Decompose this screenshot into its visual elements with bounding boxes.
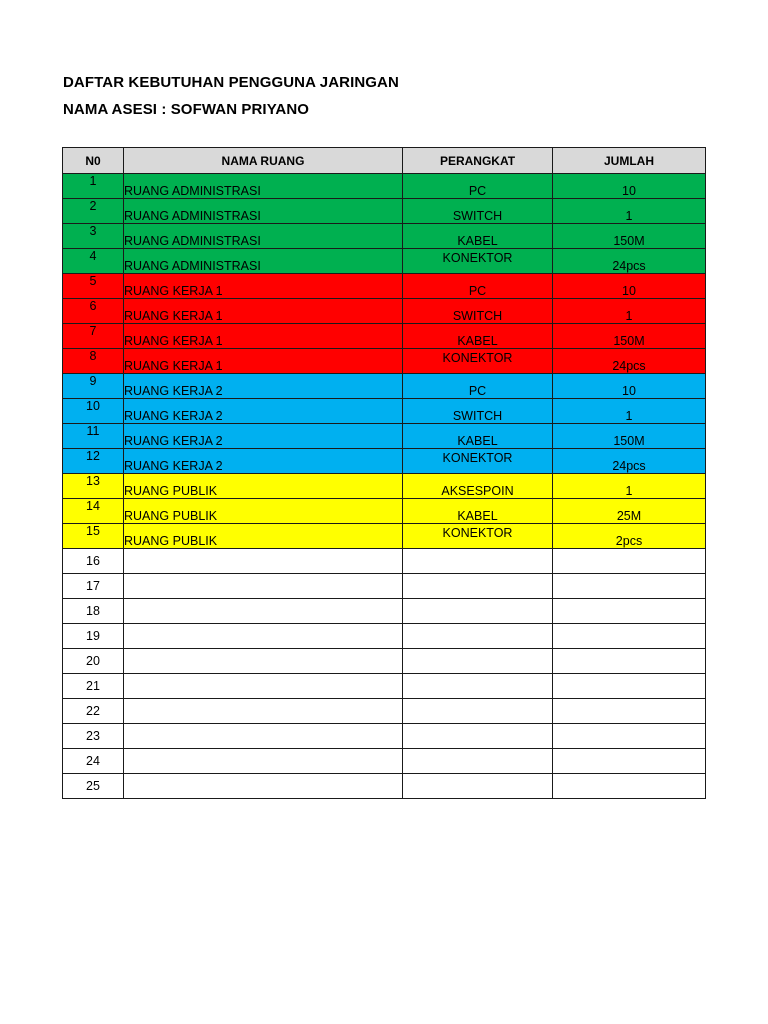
- room-name-cell: RUANG KERJA 2: [124, 449, 403, 474]
- document-title: DAFTAR KEBUTUHAN PENGGUNA JARINGAN: [63, 74, 399, 91]
- quantity-cell: 1: [553, 399, 706, 424]
- device-cell: KABEL: [403, 324, 553, 349]
- table-row: [63, 349, 706, 374]
- table-row: [63, 524, 706, 549]
- quantity-cell: 2pcs: [553, 524, 706, 549]
- quantity-cell: 1: [553, 474, 706, 499]
- room-name-cell: [124, 674, 403, 699]
- device-cell: KONEKTOR: [403, 449, 553, 474]
- table-row: [63, 624, 706, 649]
- quantity-cell: 10: [553, 174, 706, 199]
- device-cell: KONEKTOR: [403, 349, 553, 374]
- device-cell: SWITCH: [403, 199, 553, 224]
- quantity-cell: [553, 599, 706, 624]
- row-number-cell: 3: [63, 224, 124, 249]
- table-row: [63, 449, 706, 474]
- row-number-cell: 4: [63, 249, 124, 274]
- quantity-cell: 1: [553, 199, 706, 224]
- quantity-cell: [553, 674, 706, 699]
- table-row: [63, 549, 706, 574]
- device-cell: KABEL: [403, 224, 553, 249]
- header-no: N0: [63, 148, 124, 174]
- table-row: [63, 699, 706, 724]
- room-name-cell: RUANG ADMINISTRASI: [124, 249, 403, 274]
- device-cell: PC: [403, 374, 553, 399]
- room-name-cell: [124, 549, 403, 574]
- room-name-cell: [124, 624, 403, 649]
- device-cell: [403, 724, 553, 749]
- row-number-cell: 23: [63, 724, 124, 749]
- room-name-cell: [124, 774, 403, 799]
- device-cell: [403, 674, 553, 699]
- room-name-cell: RUANG PUBLIK: [124, 524, 403, 549]
- device-cell: [403, 699, 553, 724]
- device-cell: PC: [403, 174, 553, 199]
- header-room-name: NAMA RUANG: [124, 148, 403, 174]
- row-number-cell: 15: [63, 524, 124, 549]
- device-cell: SWITCH: [403, 399, 553, 424]
- row-number-cell: 13: [63, 474, 124, 499]
- device-cell: KABEL: [403, 499, 553, 524]
- table-row: [63, 199, 706, 224]
- quantity-cell: [553, 549, 706, 574]
- quantity-cell: 150M: [553, 424, 706, 449]
- quantity-cell: 150M: [553, 224, 706, 249]
- quantity-cell: [553, 774, 706, 799]
- table-row: [63, 299, 706, 324]
- device-cell: AKSESPOIN: [403, 474, 553, 499]
- table-row: [63, 274, 706, 299]
- table-row: [63, 724, 706, 749]
- room-name-cell: RUANG KERJA 1: [124, 299, 403, 324]
- table-row: [63, 474, 706, 499]
- table-row: [63, 749, 706, 774]
- row-number-cell: 9: [63, 374, 124, 399]
- device-cell: [403, 599, 553, 624]
- table-body: [63, 174, 706, 799]
- room-name-cell: RUANG KERJA 1: [124, 349, 403, 374]
- room-name-cell: RUANG ADMINISTRASI: [124, 174, 403, 199]
- row-number-cell: 1: [63, 174, 124, 199]
- row-number-cell: 16: [63, 549, 124, 574]
- quantity-cell: 24pcs: [553, 249, 706, 274]
- quantity-cell: [553, 699, 706, 724]
- quantity-cell: 24pcs: [553, 449, 706, 474]
- table-row: [63, 224, 706, 249]
- row-number-cell: 25: [63, 774, 124, 799]
- quantity-cell: 24pcs: [553, 349, 706, 374]
- device-cell: KONEKTOR: [403, 524, 553, 549]
- row-number-cell: 8: [63, 349, 124, 374]
- room-name-cell: RUANG KERJA 1: [124, 274, 403, 299]
- quantity-cell: [553, 624, 706, 649]
- table-row: [63, 674, 706, 699]
- header-device: PERANGKAT: [403, 148, 553, 174]
- table-header-row: [63, 148, 706, 174]
- table-row: [63, 174, 706, 199]
- row-number-cell: 11: [63, 424, 124, 449]
- device-cell: SWITCH: [403, 299, 553, 324]
- room-name-cell: RUANG KERJA 1: [124, 324, 403, 349]
- room-name-cell: RUANG PUBLIK: [124, 499, 403, 524]
- device-cell: [403, 774, 553, 799]
- table-row: [63, 324, 706, 349]
- quantity-cell: [553, 724, 706, 749]
- row-number-cell: 7: [63, 324, 124, 349]
- table-row: [63, 399, 706, 424]
- row-number-cell: 5: [63, 274, 124, 299]
- device-cell: [403, 649, 553, 674]
- device-cell: [403, 749, 553, 774]
- device-cell: PC: [403, 274, 553, 299]
- device-cell: [403, 549, 553, 574]
- device-cell: [403, 574, 553, 599]
- quantity-cell: 10: [553, 374, 706, 399]
- room-name-cell: RUANG ADMINISTRASI: [124, 199, 403, 224]
- header-quantity: JUMLAH: [553, 148, 706, 174]
- room-name-cell: [124, 574, 403, 599]
- table-row: [63, 499, 706, 524]
- device-cell: [403, 624, 553, 649]
- quantity-cell: 25M: [553, 499, 706, 524]
- device-cell: KABEL: [403, 424, 553, 449]
- row-number-cell: 10: [63, 399, 124, 424]
- room-name-cell: [124, 724, 403, 749]
- table-row: [63, 249, 706, 274]
- room-name-cell: [124, 749, 403, 774]
- table-row: [63, 374, 706, 399]
- row-number-cell: 14: [63, 499, 124, 524]
- quantity-cell: [553, 574, 706, 599]
- room-name-cell: [124, 699, 403, 724]
- row-number-cell: 6: [63, 299, 124, 324]
- room-name-cell: RUANG PUBLIK: [124, 474, 403, 499]
- row-number-cell: 22: [63, 699, 124, 724]
- room-name-cell: RUANG ADMINISTRASI: [124, 224, 403, 249]
- table-row: [63, 599, 706, 624]
- row-number-cell: 18: [63, 599, 124, 624]
- room-name-cell: RUANG KERJA 2: [124, 424, 403, 449]
- row-number-cell: 20: [63, 649, 124, 674]
- quantity-cell: [553, 749, 706, 774]
- row-number-cell: 2: [63, 199, 124, 224]
- quantity-cell: 10: [553, 274, 706, 299]
- document-subtitle: NAMA ASESI : SOFWAN PRIYANO: [63, 101, 310, 118]
- room-name-cell: [124, 649, 403, 674]
- room-name-cell: [124, 599, 403, 624]
- row-number-cell: 21: [63, 674, 124, 699]
- row-number-cell: 12: [63, 449, 124, 474]
- quantity-cell: 1: [553, 299, 706, 324]
- table-row: [63, 774, 706, 799]
- table-row: [63, 424, 706, 449]
- quantity-cell: 150M: [553, 324, 706, 349]
- quantity-cell: [553, 649, 706, 674]
- row-number-cell: 24: [63, 749, 124, 774]
- network-needs-table: [62, 147, 706, 799]
- room-name-cell: RUANG KERJA 2: [124, 399, 403, 424]
- row-number-cell: 17: [63, 574, 124, 599]
- room-name-cell: RUANG KERJA 2: [124, 374, 403, 399]
- table-row: [63, 649, 706, 674]
- device-cell: KONEKTOR: [403, 249, 553, 274]
- table-row: [63, 574, 706, 599]
- row-number-cell: 19: [63, 624, 124, 649]
